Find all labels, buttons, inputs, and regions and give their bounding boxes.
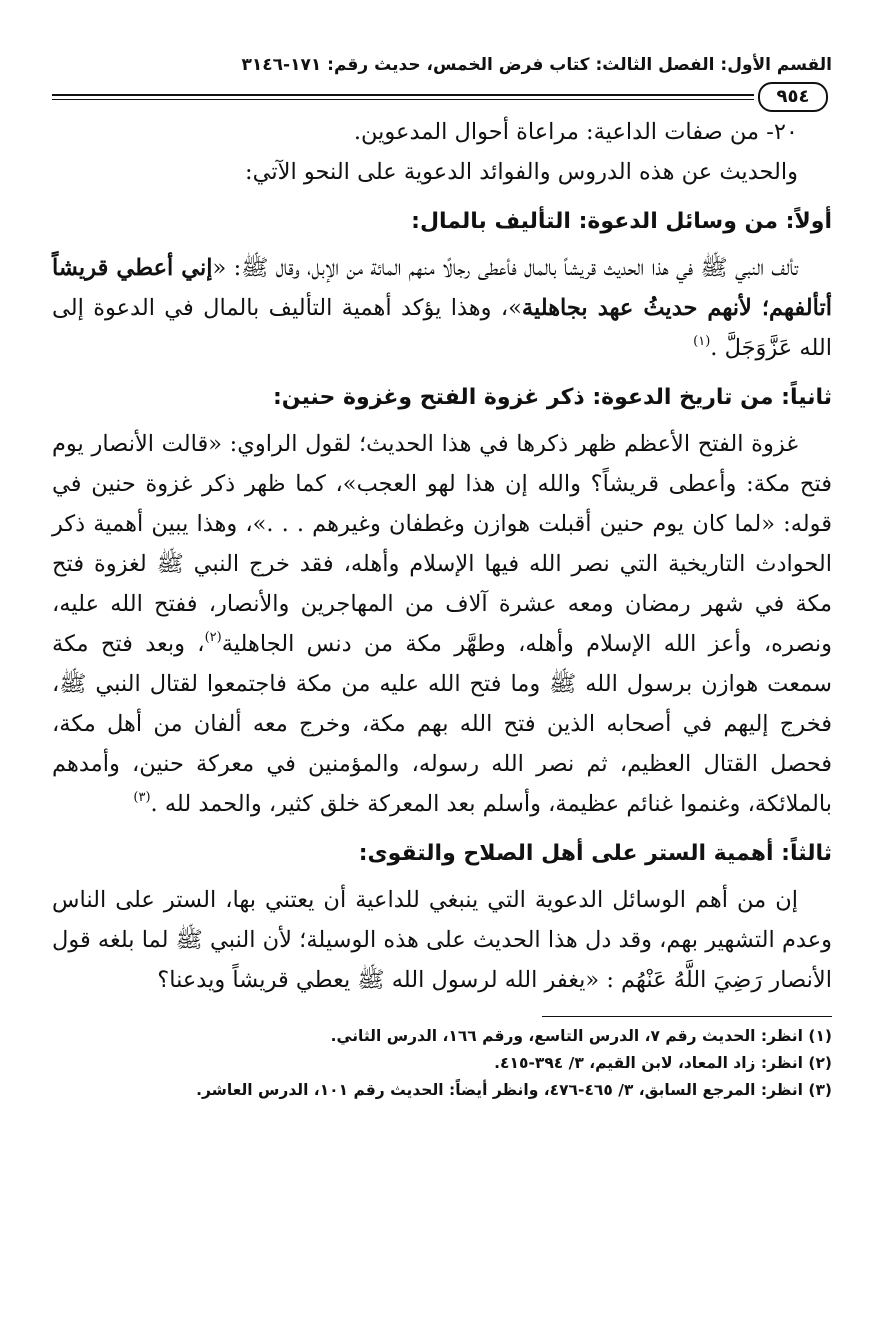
running-header: القسم الأول: الفصل الثالث: كتاب فرض الخمس، حديث رقم: ١٧١-٣١٤٦ (241, 55, 832, 75)
footnote-ref-2: (٢) (204, 630, 222, 645)
footnote-1: (١) انظر: الحديث رقم ٧، الدرس التاسع، ورقم ١٦٦، الدرس الثاني. (330, 1027, 832, 1045)
list-item-20: ٢٠- من صفات الداعية: مراعاة أحوال المدعوين. (353, 119, 798, 145)
footnotes (52, 1023, 832, 1104)
section-heading-2: ثانياً: من تاريخ الدعوة: ذكر غزوة الفتح وغزوة حنين: (272, 385, 832, 410)
page-number-badge: ٩٥٤ (758, 82, 828, 112)
footnote-2: (٢) انظر: زاد المعاد، لابن القيم، ٣/ ٣٩٤-٤١٥. (494, 1054, 832, 1072)
header-rule (52, 82, 832, 112)
section-2-paragraph (52, 424, 832, 824)
section-1-text-end: »، وهذا يؤكد أهمية التأليف بالمال في الدعوة إلى الله عَزَّوَجَلَّ . (52, 295, 832, 361)
section-1-paragraph (52, 248, 832, 368)
footnote-ref-1: (١) (693, 334, 711, 349)
section-2-text-b: ، وبعد فتح مكة سمعت هوازن برسول الله ﷺ وما فتح الله عليه من مكة فاجتمعوا لقتال النبي ﷺ، فخرج إليهم في أصحابه الذين فتح الله بهم مكة، وخرج معه ألفان من أهل مكة، فحصل القتال العظيم، ثم نصر الله رسوله، والمؤمنين في معركة حنين، وأمدهم بالملائكة، وغنموا غنائم عظيمة، وأسلم بعد المعركة خلق كثير، والحمد لله . (52, 631, 832, 817)
section-2-text-a: غزوة الفتح الأعظم ظهر ذكرها في هذا الحديث؛ لقول الراوي: «قالت الأنصار يوم فتح مكة: وأعطى قريشاً؟ والله إن هذا لهو العجب»، كما ظهر ذكر غزوة حنين في قوله: «لما كان يوم حنين أقبلت هوازن وغطفان وغيرهم . . .»، وهذا يبين أهمية ذكر الحوادث التاريخية التي نصر الله فيها الإسلام وأهله، فقد خرج النبي ﷺ لغزوة فتح مكة في شهر رمضان ومعه عشرة آلاف من المهاجرين والأنصار، ففتح الله عليه، ونصره، وأعز الله الإسلام وأهله، وطهَّر مكة من دنس الجاهلية (52, 431, 832, 657)
section-3-paragraph: إن من أهم الوسائل الدعوية التي ينبغي للداعية أن يعتني بها، الستر على الناس وعدم التشهير بهم، وقد دل هذا الحديث على هذه الوسيلة؛ لأن النبي ﷺ لما بلغه قول الأنصار رَضِيَ اللَّهُ عَنْهُم : «يغفر الله لرسول الله ﷺ يعطي قريشاً ويدعنا؟ (52, 887, 832, 993)
section-heading-1: أولاً: من وسائل الدعوة: التأليف بالمال: (411, 209, 832, 234)
footnote-ref-3: (٣) (133, 790, 151, 805)
section-heading-3: ثالثاً: أهمية الستر على أهل الصلاح والتقوى: (358, 841, 832, 866)
footnote-3: (٣) انظر: المرجع السابق، ٣/ ٤٦٥-٤٧٦، وانظر أيضاً: الحديث رقم ١٠١، الدرس العاشر. (196, 1081, 832, 1099)
book-page (52, 52, 832, 1104)
double-rule-divider (52, 94, 754, 100)
footnote-divider (542, 1016, 832, 1017)
intro-lead: والحديث عن هذه الدروس والفوائد الدعوية على النحو الآتي: (245, 159, 798, 185)
hadith-quote-bold: إني أعطي قريشاً أتألفهم؛ لأنهم حديثُ عهد بجاهلية (52, 255, 832, 321)
section-1-text-start: تألف النبي ﷺ في هذا الحديث قريشاً بالمال فأعطى رجالًا منهم المائة من الإبل، وقال ﷺ: « (212, 255, 798, 281)
